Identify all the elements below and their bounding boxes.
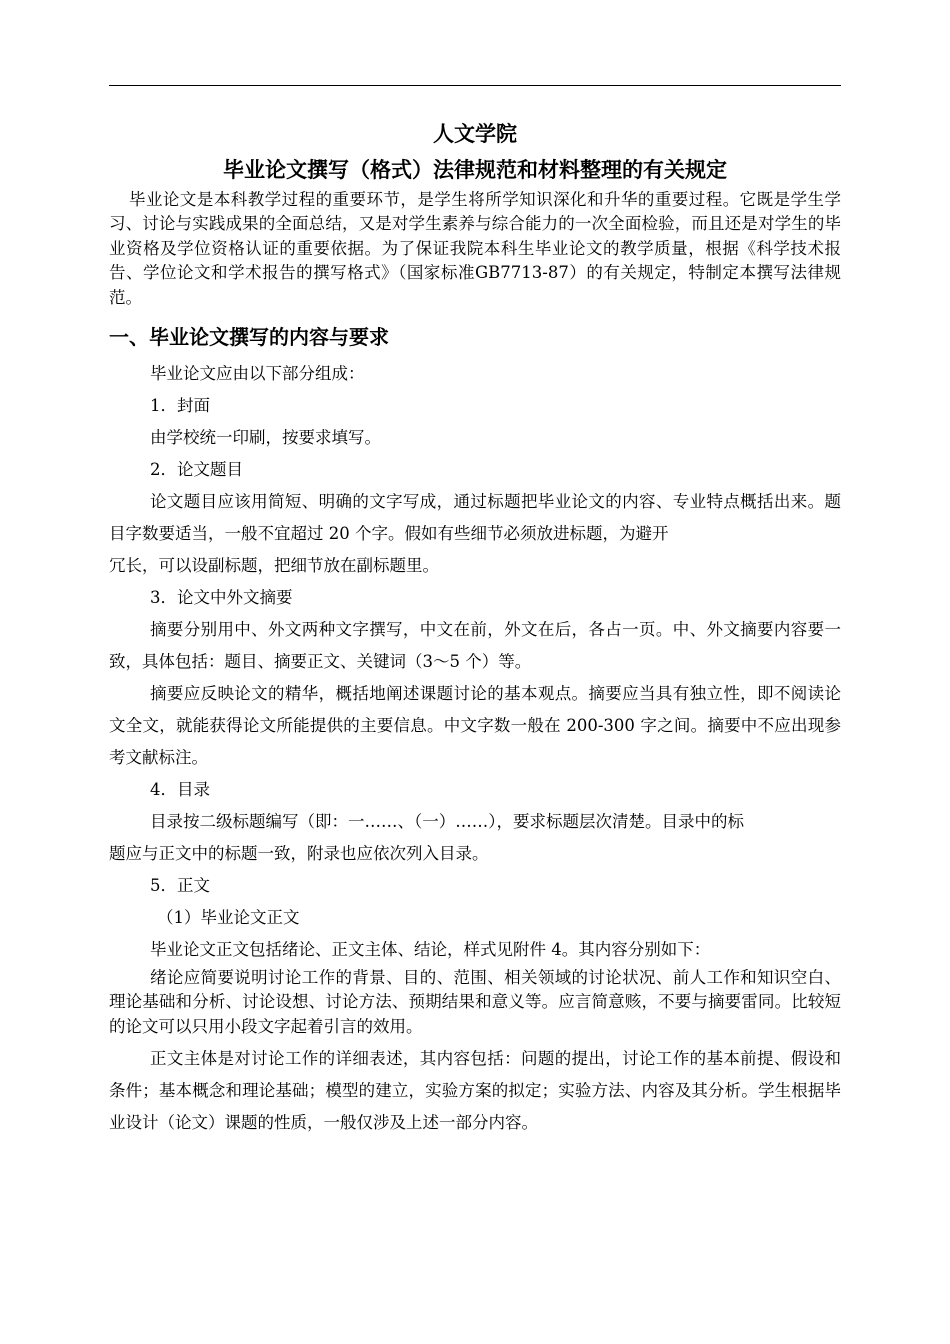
item-title-text-a: 论文题目应该用简短、明确的文字写成，通过标题把毕业论文的内容、专业特点概括出来。题目字数要适当，一般不宜超过 20 个字。假如有些细节必须放进标题，为避开 [109, 492, 841, 544]
header-rule [109, 85, 841, 86]
document-title-main: 毕业论文撰写（格式）法律规范和材料整理的有关规定 [223, 157, 727, 182]
item-body-text-b: 绪论应简要说明讨论工作的背景、目的、范围、相关领域的讨论状况、前人工作和知识空白、理论基础和分析、讨论设想、讨论方法、预期结果和意义等。应言简意赅，不要与摘要雷同。比较短的论文可以只用小段文字起着引言的效用。 [109, 968, 841, 1036]
document-title-college: 人文学院 [433, 121, 517, 146]
section-lead: 毕业论文应由以下部分组成： [150, 364, 365, 384]
item-abstract-text-a: 摘要分别用中、外文两种文字撰写，中文在前，外文在后，各占一页。中、外文摘要内容要一致，具体包括：题目、摘要正文、关键词（3～5 个）等。 [109, 620, 841, 672]
intro-paragraph: 毕业论文是本科教学过程的重要环节，是学生将所学知识深化和升华的重要过程。它既是学生学习、讨论与实践成果的全面总结，又是对学生素养与综合能力的一次全面检验，而且还是对学生的毕业资格及学位资格认证的重要依据。为了保证我院本科生毕业论文的教学质量，根据《科学技术报告、学位论文和学术报告的撰写格式》（国家标准GB7713-87）的有关规定，特制定本撰写法律规范。 [109, 190, 841, 307]
item-cover-title: 1．封面 [150, 396, 210, 416]
document-page [109, 118, 841, 1139]
item-body-text-a: 毕业论文正文包括绪论、正文主体、结论，样式见附件 4。其内容分别如下： [150, 940, 711, 960]
item-body-text-c: 正文主体是对讨论工作的详细表述，其内容包括：问题的提出，讨论工作的基本前提、假设和条件；基本概念和理论基础；模型的建立，实验方案的拟定；实验方法、内容及其分析。学生根据毕业设计（论文）课题的性质，一般仅涉及上述一部分内容。 [109, 1049, 841, 1133]
item-toc-text-b: 题应与正文中的标题一致，附录也应依次列入目录。 [109, 844, 489, 864]
item-body-subtitle: （1）毕业论文正文 [157, 908, 300, 928]
item-abstract-title: 3．论文中外文摘要 [150, 588, 293, 608]
item-toc-title: 4．目录 [150, 780, 210, 800]
item-title-text-b: 冗长，可以设副标题，把细节放在副标题里。 [109, 556, 439, 576]
item-toc-text-a: 目录按二级标题编写（即：一……、（一）……），要求标题层次清楚。目录中的标 [150, 812, 744, 832]
item-cover-text: 由学校统一印刷，按要求填写。 [150, 428, 381, 448]
item-abstract-text-b: 摘要应反映论文的精华，概括地阐述课题讨论的基本观点。摘要应当具有独立性，即不阅读论文全文，就能获得论文所能提供的主要信息。中文字数一般在 200-300 字之间。摘要中不应出现参考文献标注。 [109, 684, 841, 768]
item-body-title: 5．正文 [150, 876, 210, 896]
item-title-title: 2．论文题目 [150, 460, 243, 480]
section-heading: 一、毕业论文撰写的内容与要求 [109, 325, 389, 350]
